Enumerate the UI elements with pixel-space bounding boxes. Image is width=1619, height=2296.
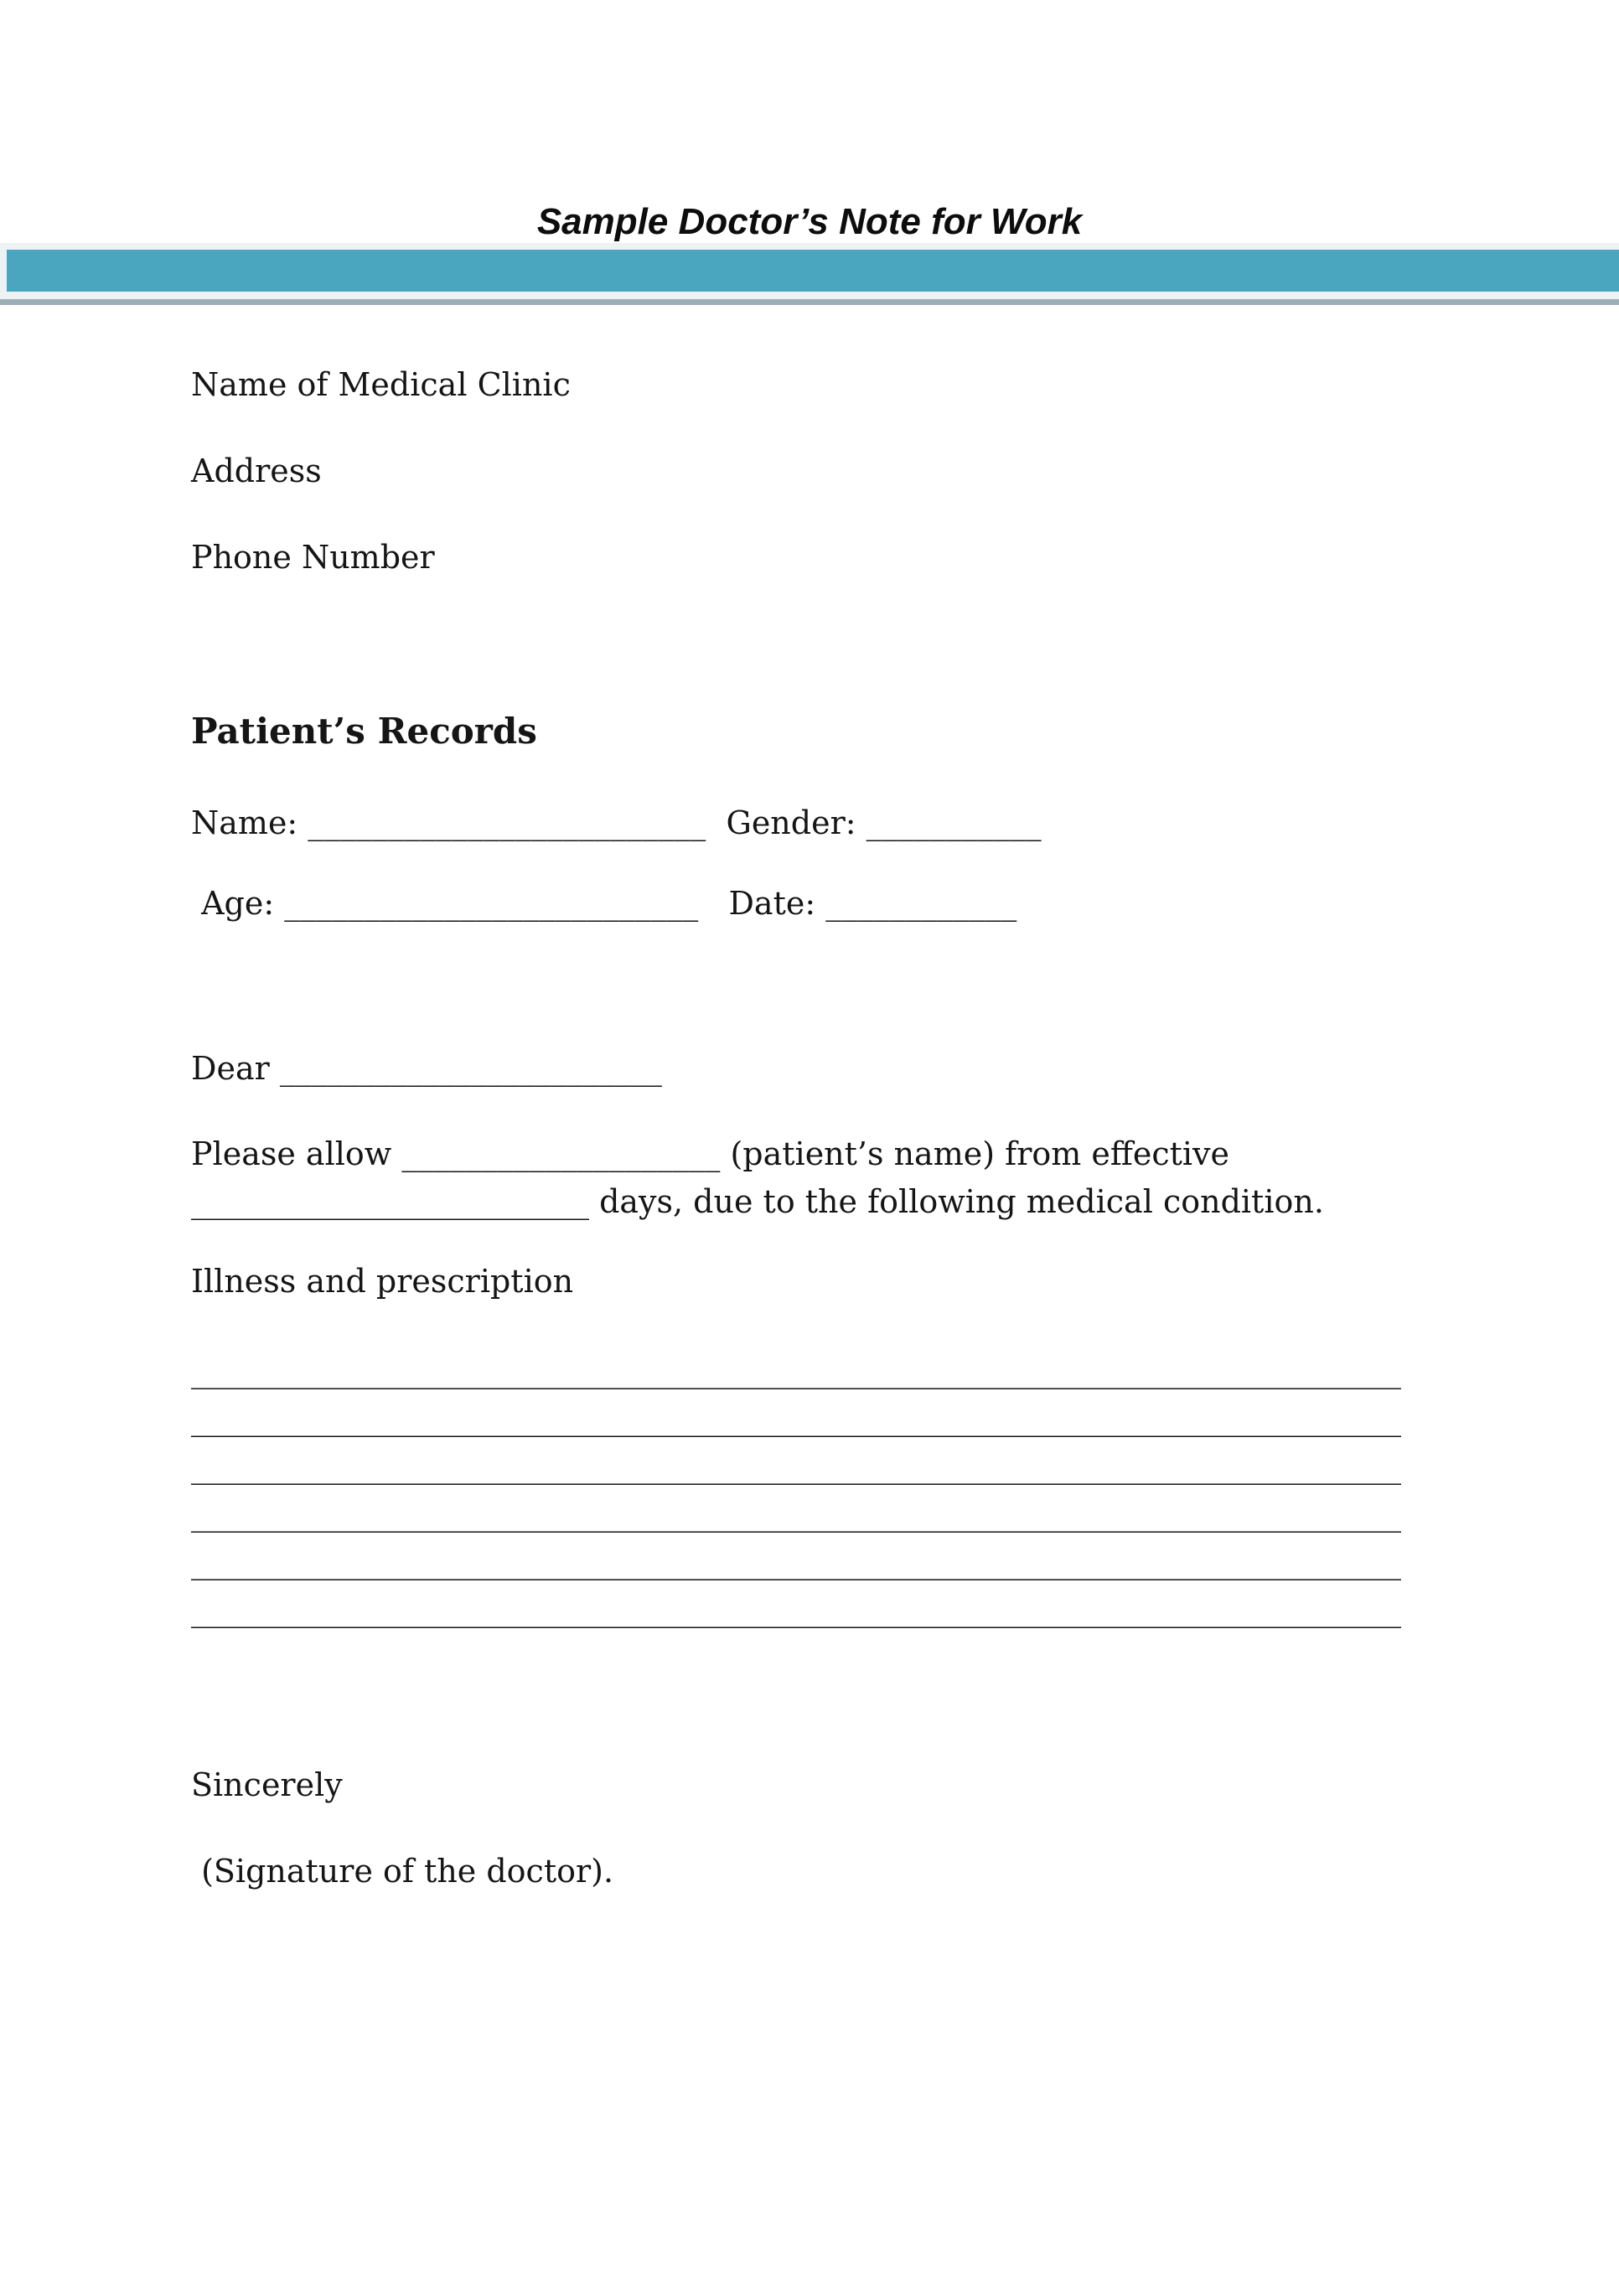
blank-line-row: ____________________________________________________________________________ bbox=[191, 1496, 1401, 1533]
signature-line: (Signature of the doctor). bbox=[191, 1853, 614, 1890]
request-paragraph-line-1: Please allow ____________________ (patient’s name) from effective bbox=[191, 1135, 1229, 1172]
illness-prescription-label: Illness and prescription bbox=[191, 1263, 574, 1300]
clinic-name-line: Name of Medical Clinic bbox=[191, 366, 571, 403]
patients-records-heading: Patient’s Records bbox=[191, 711, 537, 752]
blank-line-row: ____________________________________________________________________________ bbox=[191, 1448, 1401, 1485]
salutation-line: Dear ________________________ bbox=[191, 1050, 662, 1087]
blank-line-row: ____________________________________________________________________________ bbox=[191, 1400, 1401, 1437]
clinic-phone-line: Phone Number bbox=[191, 539, 435, 576]
closing-line: Sincerely bbox=[191, 1766, 343, 1803]
age-date-field-row: Age: __________________________ Date: ____________ bbox=[191, 885, 1017, 922]
blank-writing-lines bbox=[191, 1347, 1426, 1634]
document-title: Sample Doctor’s Note for Work bbox=[536, 201, 1083, 242]
blank-line-row: ____________________________________________________________________________ bbox=[191, 1544, 1401, 1580]
banner-divider-rule bbox=[0, 299, 1619, 305]
banner-strip bbox=[0, 243, 1619, 299]
name-gender-field-row: Name: _________________________ Gender: ___________ bbox=[191, 804, 1042, 841]
banner-bar bbox=[7, 250, 1619, 292]
clinic-address-line: Address bbox=[191, 452, 322, 489]
document-body bbox=[0, 361, 1619, 1895]
blank-line-row: ____________________________________________________________________________ bbox=[191, 1352, 1401, 1389]
blank-line-row: ____________________________________________________________________________ bbox=[191, 1591, 1401, 1628]
request-paragraph bbox=[191, 1130, 1426, 1226]
request-paragraph-line-2: _________________________ days, due to the following medical condition. bbox=[191, 1183, 1324, 1220]
